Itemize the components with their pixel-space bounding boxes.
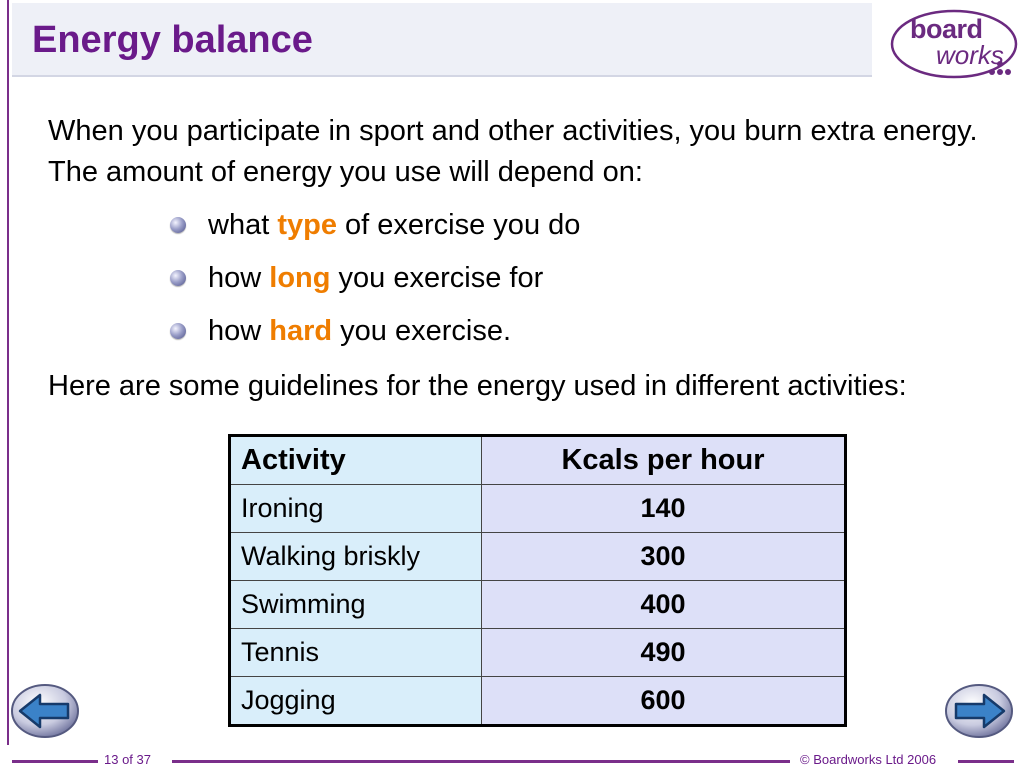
logo-text-board: board xyxy=(910,14,983,44)
factor-list xyxy=(168,205,580,364)
table-row xyxy=(230,677,846,726)
slide-title: Energy balance xyxy=(32,19,313,61)
table-header-row xyxy=(230,436,846,485)
activity-cell: Jogging xyxy=(230,677,482,726)
list-item xyxy=(168,258,580,311)
bullet-text-before: what xyxy=(208,209,278,241)
copyright-notice: © Boardworks Ltd 2006 xyxy=(800,752,937,767)
footer-divider xyxy=(172,760,790,763)
back-arrow-icon xyxy=(10,683,80,739)
intro-paragraph: When you participate in sport and other activities, you burn extra energy. The amount of energy you use will depend on: xyxy=(48,115,978,188)
previous-slide-button[interactable] xyxy=(10,683,80,739)
bullet-text-after: you exercise for xyxy=(330,262,544,294)
list-item xyxy=(168,311,580,364)
list-item xyxy=(168,205,580,258)
activity-cell: Tennis xyxy=(230,629,482,677)
activity-cell: Walking briskly xyxy=(230,533,482,581)
bullet-text-before: how xyxy=(208,315,270,347)
bullet-highlight: type xyxy=(277,209,337,241)
activity-cell: Ironing xyxy=(230,485,482,533)
table-row xyxy=(230,629,846,677)
bullet-icon xyxy=(170,217,186,233)
footer-divider xyxy=(12,760,98,763)
title-bar xyxy=(12,3,872,77)
bullet-text-before: how xyxy=(208,262,270,294)
forward-arrow-icon xyxy=(944,683,1014,739)
table-row xyxy=(230,533,846,581)
bullet-text-after: of exercise you do xyxy=(336,209,581,241)
kcals-cell: 300 xyxy=(482,533,846,581)
bullet-icon xyxy=(170,323,186,339)
kcals-cell: 400 xyxy=(482,581,846,629)
activity-energy-table xyxy=(228,434,847,727)
next-slide-button[interactable] xyxy=(944,683,1014,739)
kcals-cell: 600 xyxy=(482,677,846,726)
column-header-kcals: Kcals per hour xyxy=(482,436,846,485)
kcals-cell: 490 xyxy=(482,629,846,677)
column-header-activity: Activity xyxy=(230,436,482,485)
bullet-icon xyxy=(170,270,186,286)
table-row xyxy=(230,485,846,533)
bullet-text-after: you exercise. xyxy=(332,315,512,347)
left-border-rule xyxy=(7,0,9,745)
footer-divider xyxy=(958,760,1014,763)
guidelines-paragraph: Here are some guidelines for the energy used in different activities: xyxy=(48,370,907,402)
boardworks-logo xyxy=(888,8,1020,84)
bullet-highlight: long xyxy=(269,262,331,294)
bullet-highlight: hard xyxy=(269,315,333,347)
activity-cell: Swimming xyxy=(230,581,482,629)
logo-text-works: works xyxy=(936,40,1004,70)
table-row xyxy=(230,581,846,629)
kcals-cell: 140 xyxy=(482,485,846,533)
page-number: 13 of 37 xyxy=(104,752,151,767)
